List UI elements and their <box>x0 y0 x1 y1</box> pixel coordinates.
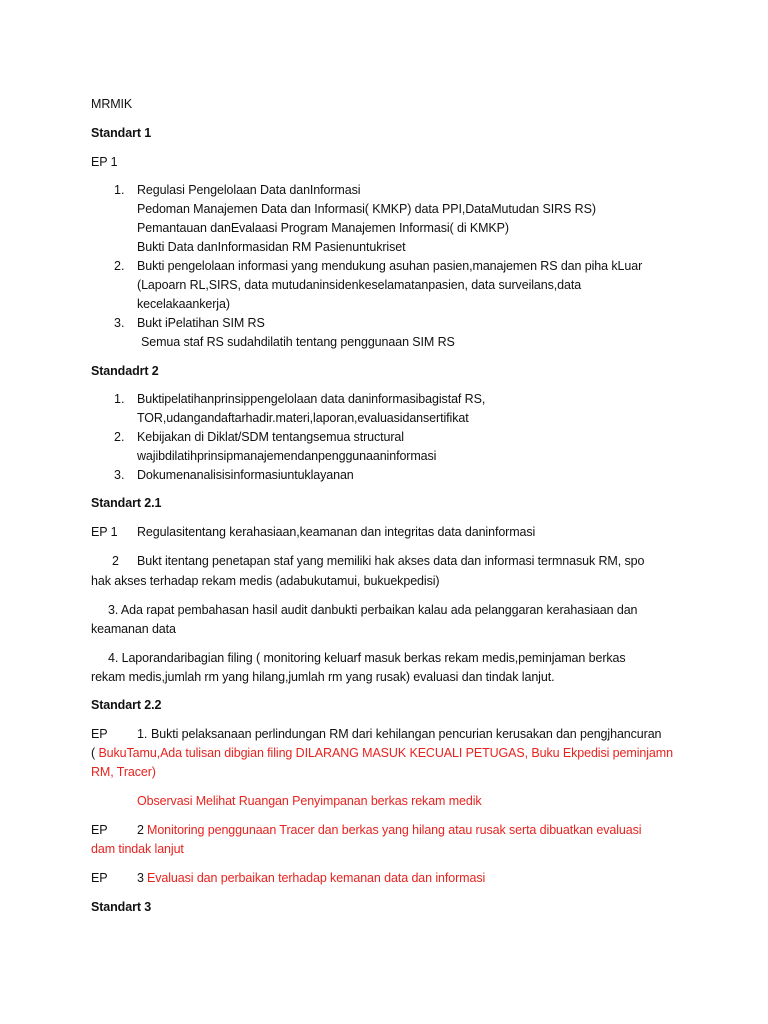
list-item-number: 3. <box>114 316 125 330</box>
ep-number: 3 <box>137 871 144 885</box>
list-item-line: wajibdilatihprinsipmanajemendanpenggunaaninformasi <box>137 449 437 463</box>
list-item-number: 1. <box>114 392 125 406</box>
list-item-line: kecelakaankerja) <box>137 297 230 311</box>
ep-number: 1. <box>137 727 148 741</box>
standard-2-2-heading: Standart 2.2 <box>91 698 162 712</box>
paragraph-line: rekam medis,jumlah rm yang hilang,jumlah rm yang rusak) evaluasi dan tindak lanjut. <box>91 670 555 684</box>
list-item-line: Pedoman Manajemen Data dan Informasi( KMKP) data PPI,DataMutudan SIRS RS) <box>137 202 596 216</box>
list-item-number: 3. <box>114 468 125 482</box>
list-item-line: Pemantauan danEvalaasi Program Manajemen Informasi( di KMKP) <box>137 221 509 235</box>
paren-text: ( <box>91 746 99 760</box>
list-item-line: Bukt iPelatihan SIM RS <box>137 316 265 330</box>
list-item-number: 2. <box>114 430 125 444</box>
highlighted-text: RM, Tracer) <box>91 765 156 779</box>
ep-label: EP 1 <box>91 525 118 539</box>
list-item-line: (Lapoarn RL,SIRS, data mutudaninsidenkeselamatanpasien, data surveilans,data <box>137 278 582 292</box>
standard-2-1-heading: Standart 2.1 <box>91 496 162 510</box>
highlighted-text: Monitoring penggunaan Tracer dan berkas yang hilang atau rusak serta dibuatkan evaluasi <box>147 823 642 837</box>
standard-2-heading: Standadrt 2 <box>91 364 159 378</box>
list-item-line: Kebijakan di Diklat/SDM tentangsemua structural <box>137 430 404 444</box>
paragraph-line: 3. Ada rapat pembahasan hasil audit danbukti perbaikan kalau ada pelanggaran kerahasiaan dan <box>108 603 638 617</box>
paragraph-line: 4. Laporandaribagian filing ( monitoring keluarf masuk berkas rekam medis,peminjaman berkas <box>108 651 626 665</box>
standard-1-heading: Standart 1 <box>91 126 152 140</box>
list-item-line: Buktipelatihanprinsippengelolaan data daninformasibagistaf RS, <box>137 392 486 406</box>
list-item-line: TOR,udangandaftarhadir.materi,laporan,evaluasidansertifikat <box>137 411 469 425</box>
list-item-line: Dokumenanalisisinformasiuntuklayanan <box>137 468 354 482</box>
ep-label: EP <box>91 823 108 837</box>
list-item-line: Bukti pengelolaan informasi yang mendukung asuhan pasien,manajemen RS dan piha kLuar <box>137 259 643 273</box>
list-item-number: 2. <box>114 259 125 273</box>
paragraph-line: Bukt itentang penetapan staf yang memiliki hak akses data dan informasi termnasuk RM, spo <box>137 554 645 568</box>
ep-number: 2 <box>112 554 119 568</box>
standard-3-heading: Standart 3 <box>91 900 152 914</box>
paragraph-line <box>91 744 673 762</box>
ep-text: Regulasitentang kerahasiaan,keamanan dan integritas data daninformasi <box>137 525 536 539</box>
ep-label: EP <box>91 727 108 741</box>
highlighted-text: BukuTamu,Ada tulisan dibgian filing DILARANG MASUK KECUALI PETUGAS, Buku Ekpedisi peminjamn <box>98 746 673 760</box>
paragraph-line: Bukti pelaksanaan perlindungan RM dari kehilangan pencurian kerusakan dan pengjhancuran <box>151 727 662 741</box>
highlighted-text: Evaluasi dan perbaikan terhadap kemanan data dan informasi <box>147 871 486 885</box>
doc-title: MRMIK <box>91 97 133 111</box>
list-item-line: Semua staf RS sudahdilatih tentang penggunaan SIM RS <box>141 335 455 349</box>
paragraph-line: keamanan data <box>91 622 176 636</box>
list-item-number: 1. <box>114 183 125 197</box>
paragraph-line: hak akses terhadap rekam medis (adabukutamui, bukuekpedisi) <box>91 574 440 588</box>
highlighted-text: dam tindak lanjut <box>91 842 184 856</box>
ep-label: EP <box>91 871 108 885</box>
ep-number: 2 <box>137 823 144 837</box>
list-item-line: Bukti Data danInformasidan RM Pasienuntukriset <box>137 240 406 254</box>
standard-1-ep-label: EP 1 <box>91 155 118 169</box>
observation-text: Observasi Melihat Ruangan Penyimpanan berkas rekam medik <box>137 794 482 808</box>
list-item-line: Regulasi Pengelolaan Data danInformasi <box>137 183 361 197</box>
